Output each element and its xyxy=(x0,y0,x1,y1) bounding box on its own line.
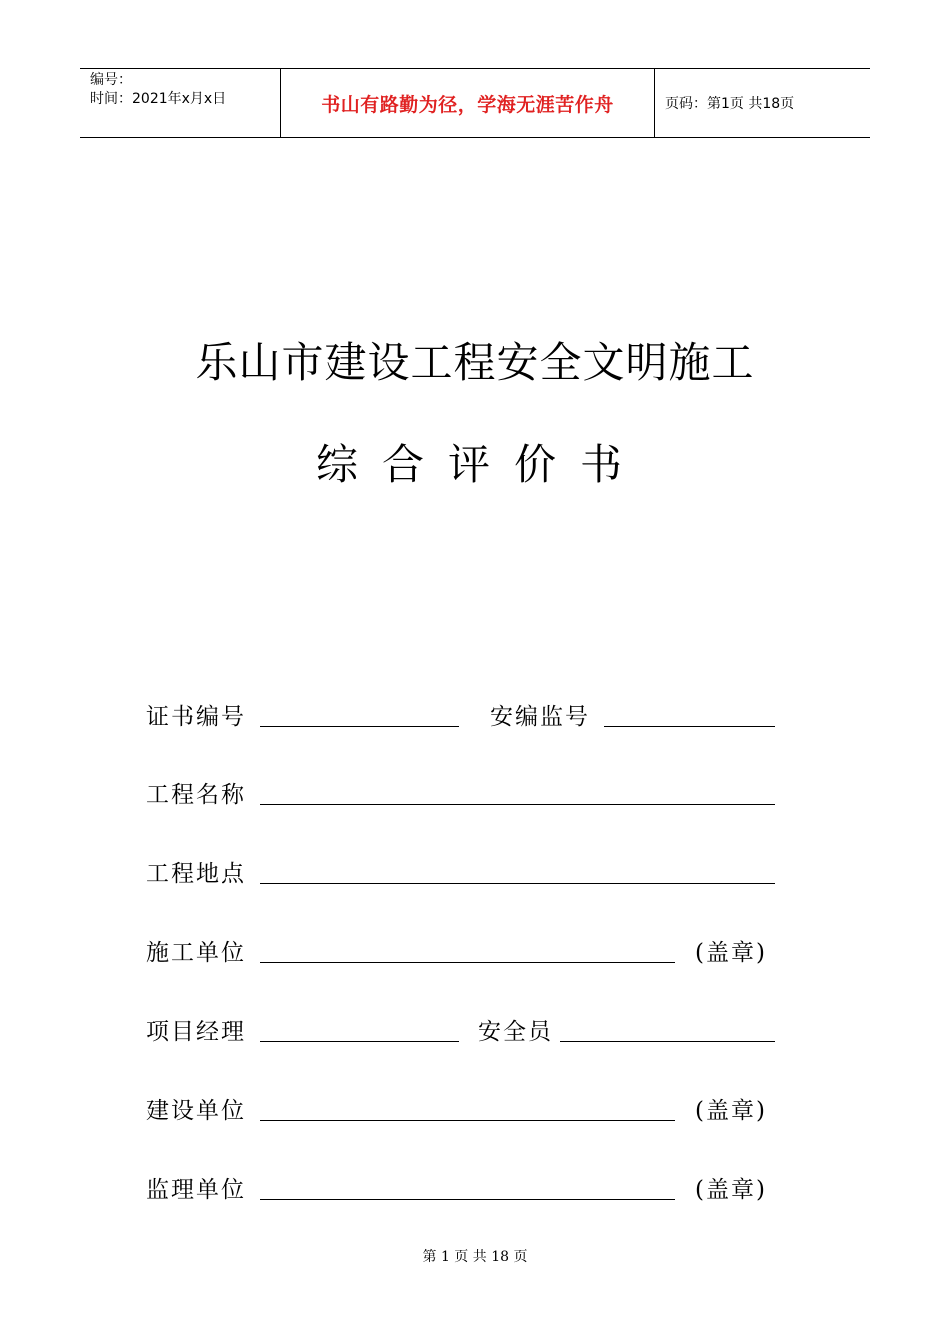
project-name-field[interactable] xyxy=(260,804,775,805)
owner-unit-field[interactable] xyxy=(260,1120,675,1121)
safety-no-field[interactable] xyxy=(604,726,775,727)
seal-note-1: (盖章) xyxy=(695,940,767,966)
header-page-info: 页码：第1页 共18页 xyxy=(665,96,795,112)
safety-officer-field[interactable] xyxy=(560,1041,775,1042)
project-location-label: 工程地点 xyxy=(146,861,246,887)
construction-unit-label: 施工单位 xyxy=(146,940,246,966)
project-manager-label: 项目经理 xyxy=(146,1019,246,1045)
safety-no-label: 安编监号 xyxy=(490,704,590,730)
owner-unit-label: 建设单位 xyxy=(146,1098,246,1124)
cert-no-label: 证书编号 xyxy=(146,704,246,730)
seal-note-2: (盖章) xyxy=(695,1098,767,1124)
project-location-field[interactable] xyxy=(260,883,775,884)
project-name-label: 工程名称 xyxy=(146,782,246,808)
document-title-line1: 乐山市建设工程安全文明施工 xyxy=(195,338,755,387)
seal-note-3: (盖章) xyxy=(695,1177,767,1203)
header-motto: 书山有路勤为径，学海无涯苦作舟 xyxy=(281,69,655,137)
construction-unit-field[interactable] xyxy=(260,962,675,963)
header-number: 编号： xyxy=(90,72,132,88)
supervision-unit-field[interactable] xyxy=(260,1199,675,1200)
page-footer: 第 1 页 共 18 页 xyxy=(422,1249,528,1265)
supervision-unit-label: 监理单位 xyxy=(146,1177,246,1203)
cert-no-field[interactable] xyxy=(260,726,459,727)
document-title-line2: 综合评价书 xyxy=(315,440,646,489)
project-manager-field[interactable] xyxy=(260,1041,459,1042)
header-time: 时间：2021年x月x日 xyxy=(90,91,227,107)
safety-officer-label: 安全员 xyxy=(478,1019,553,1045)
